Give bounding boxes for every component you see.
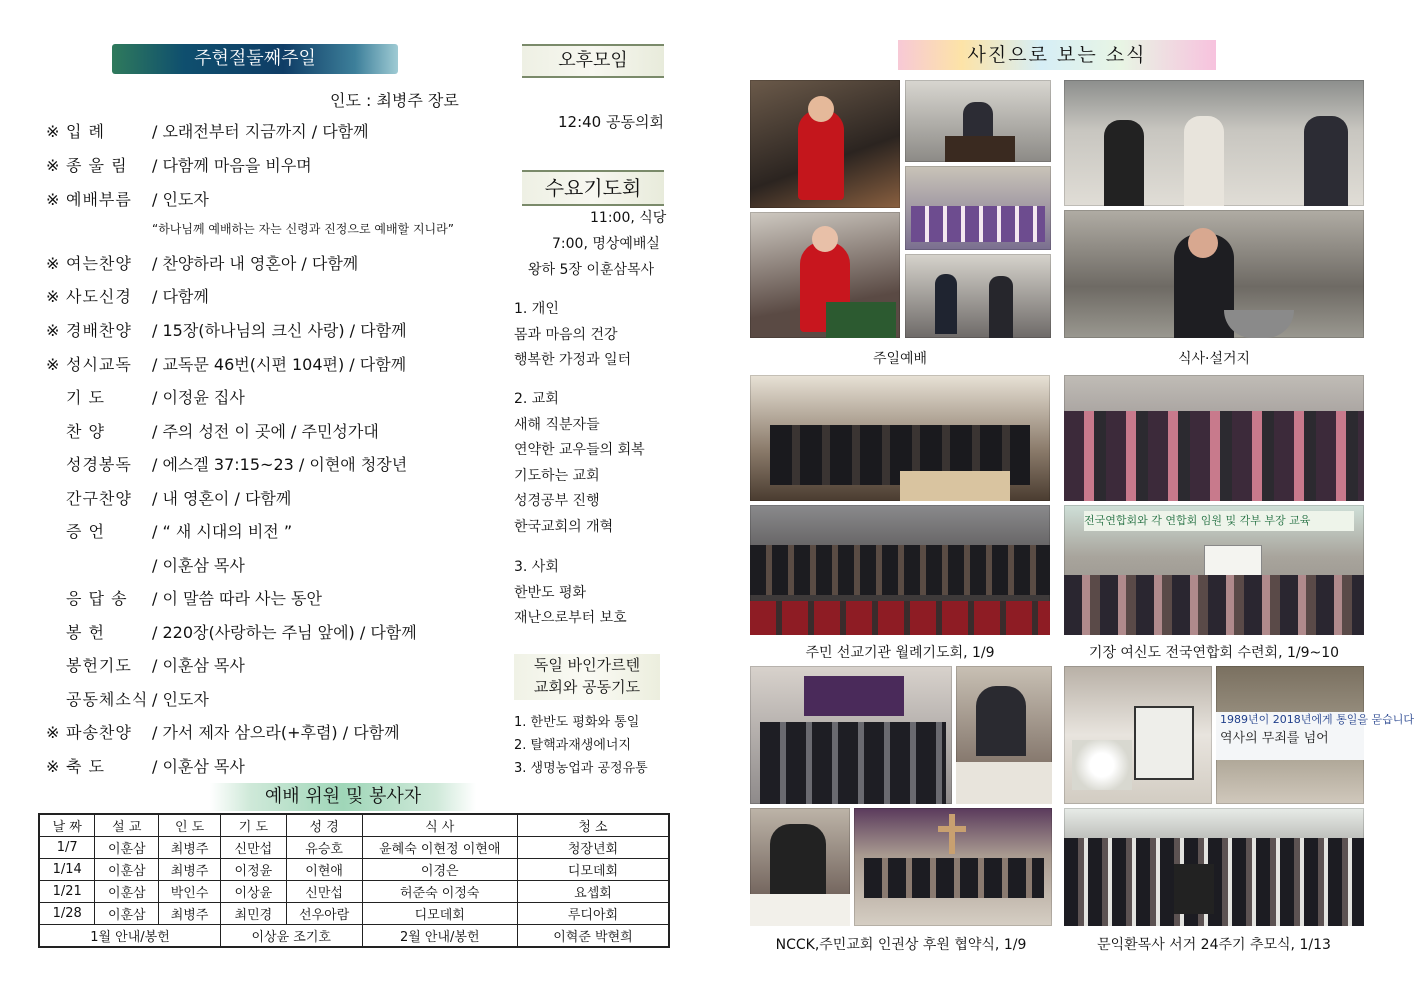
prayer-item: 성경공부 진행 [514, 493, 600, 509]
table-cell: 청장년회 [517, 837, 669, 859]
photo-memorial-portrait [1064, 666, 1212, 804]
worship-item-content: / 이 말씀 따라 사는 동안 [152, 589, 322, 608]
germany-title-line1: 독일 바인가르텐 [533, 656, 641, 674]
table-cell: 이정윤 [220, 859, 286, 881]
worship-item-label: 예배부름 [66, 190, 132, 209]
footer-jan-names: 이상윤 조기호 [220, 925, 362, 948]
table-cell: 1/14 [39, 859, 95, 881]
prayer-item: 몸과 마음의 건강 [514, 327, 618, 343]
prayer-item: 행복한 가정과 일터 [514, 352, 632, 368]
worship-item-label: 축 도 [66, 757, 105, 776]
standing-mark: ※ [46, 122, 60, 141]
photo-womens-retreat [1064, 505, 1364, 635]
table-cell: 이경은 [362, 859, 517, 881]
prayer-section-heading: 2. 교회 [514, 391, 559, 407]
table-cell: 선우아람 [286, 903, 362, 925]
prayer-item: 한국교회의 개혁 [514, 519, 614, 535]
wednesday-prayer-banner [522, 170, 664, 206]
col-header-date: 날 짜 [39, 814, 95, 837]
worship-item-label: 성경봉독 [66, 455, 132, 474]
photo-congregation [905, 254, 1051, 338]
sunday-title: 주현절둘째주일 [194, 48, 316, 69]
wed-line-time2: 7:00, 명상예배실 [552, 236, 660, 252]
standing-mark: ※ [46, 190, 60, 209]
col-header-meal: 식 사 [362, 814, 517, 837]
table-cell: 이현애 [286, 859, 362, 881]
worship-item-content: / 교독문 46번(시편 104편) / 다함께 [152, 355, 407, 374]
wed-line-scripture: 왕하 5장 이훈삼목사 [528, 262, 654, 278]
worship-item-content: / 다함께 마음을 비우며 [152, 156, 312, 175]
worship-item-content: / 이훈삼 목사 [152, 556, 245, 575]
table-cell: 허준숙 이정숙 [362, 881, 517, 903]
worship-item-label: 성시교독 [66, 355, 132, 374]
table-row [39, 859, 669, 881]
photo-kitchen-cooking [1064, 210, 1364, 338]
prayer-item: 연약한 교우들의 회복 [514, 442, 645, 458]
photo-mission-gathering [750, 375, 1050, 501]
photo-womens-group [1064, 375, 1364, 501]
table-cell: 최민경 [220, 903, 286, 925]
table-cell: 최병주 [159, 837, 221, 859]
table-cell: 최병주 [159, 859, 221, 881]
worship-item-content: / 에스겔 37:15~23 / 이현애 청장년 [152, 455, 408, 474]
photo-agreement-signing [750, 808, 850, 926]
worship-item-content: / 찬양하라 내 영혼아 / 다함께 [152, 254, 359, 273]
table-cell: 윤혜숙 이현정 이현애 [362, 837, 517, 859]
photo-memorial-banner [1216, 666, 1414, 804]
germany-item-3: 3. 생명농업과 공정유통 [514, 761, 648, 776]
standing-mark: ※ [46, 757, 60, 776]
worship-item-label: 공동체소식 [66, 690, 149, 709]
worship-item-content: / 이훈삼 목사 [152, 656, 245, 675]
memorial-sign-line1: 1989년이 2018년에게 통일을 묻습니다 [1220, 713, 1414, 726]
afternoon-meeting-title: 오후모임 [558, 50, 628, 71]
memorial-sign-line2: 역사의 무죄를 넘어 [1220, 731, 1329, 746]
worship-leader: 인도 : 최병주 장로 [330, 91, 459, 110]
standing-mark: ※ [46, 254, 60, 273]
table-cell: 신만섭 [220, 837, 286, 859]
worship-item-label: 여는찬양 [66, 254, 132, 273]
photo-monthly-prayer-meeting [750, 505, 1050, 635]
worship-item-label: 봉 헌 [66, 623, 105, 642]
worship-item-content: / 다함께 [152, 287, 209, 306]
table-cell: 신만섭 [286, 881, 362, 903]
worship-item-label: 기 도 [66, 388, 105, 407]
standing-mark: ※ [46, 287, 60, 306]
worship-item-content: / 오래전부터 지금까지 / 다함께 [152, 122, 369, 141]
worship-item-label: 파송찬양 [66, 723, 132, 742]
table-footer-row [39, 925, 669, 948]
worship-item-content: / 주의 성전 이 곳에 / 주민성가대 [152, 422, 379, 441]
table-row [39, 881, 669, 903]
photo-pastor-preaching [750, 80, 900, 208]
table-cell: 이훈삼 [95, 903, 159, 925]
footer-feb-names: 이혁준 박현희 [517, 925, 669, 948]
worship-item-content: / 이정윤 집사 [152, 388, 245, 407]
table-cell: 최병주 [159, 903, 221, 925]
table-cell: 1/28 [39, 903, 95, 925]
afternoon-meeting-text: 12:40 공동의회 [558, 113, 664, 131]
worship-item-label: 봉헌기도 [66, 656, 132, 675]
prayer-item: 한반도 평화 [514, 585, 587, 601]
germany-prayer-banner [514, 654, 660, 700]
afternoon-meeting-banner [522, 44, 664, 78]
germany-item-1: 1. 한반도 평화와 통일 [514, 715, 640, 730]
caption-meal-dishes: 식사·설거지 [1177, 351, 1251, 367]
photo-ncck-signing [956, 666, 1052, 804]
caption-memorial-service: 문익환목사 서거 24주기 추모식, 1/13 [1097, 937, 1331, 953]
worship-item-content: / 인도자 [152, 190, 209, 209]
table-cell: 1/21 [39, 881, 95, 903]
worship-item-label: 사도신경 [66, 287, 132, 306]
wed-line-time1: 11:00, 식당 [590, 210, 667, 226]
standing-mark: ※ [46, 321, 60, 340]
table-cell: 루디아회 [517, 903, 669, 925]
worship-item-content: / 이훈삼 목사 [152, 757, 245, 776]
table-row [39, 837, 669, 859]
photo-news-banner [898, 40, 1216, 70]
standing-mark: ※ [46, 723, 60, 742]
prayer-item: 기도하는 교회 [514, 468, 600, 484]
caption-monthly-prayer: 주민 선교기관 월례기도회, 1/9 [805, 645, 995, 661]
worship-item-label: 찬 양 [66, 422, 105, 441]
caption-sunday-worship: 주일예배 [872, 351, 928, 367]
prayer-section-heading: 1. 개인 [514, 301, 559, 317]
worship-item-content: / 220장(사랑하는 주님 앞에) / 다함께 [152, 623, 417, 642]
table-header-row [39, 814, 669, 837]
table-cell: 이훈삼 [95, 859, 159, 881]
col-header-prayer: 기 도 [220, 814, 286, 837]
col-header-scripture: 성 경 [286, 814, 362, 837]
worship-item-content: / “ 새 시대의 비전 ” [152, 522, 293, 541]
worship-item-label: 입 례 [66, 122, 105, 141]
standing-mark: ※ [46, 156, 60, 175]
retreat-banner-sign: 전국연합회와 각 연합회 임원 및 각부 부장 교육 [1084, 511, 1354, 531]
photo-memorial-crowd [1064, 808, 1364, 926]
worship-item-content: / 내 영혼이 / 다함께 [152, 489, 292, 508]
worship-item-content: / 인도자 [152, 690, 209, 709]
photo-scripture-reading [905, 80, 1051, 162]
worship-item-content: / 가서 제자 삼으라(+후렴) / 다함께 [152, 723, 400, 742]
table-cell: 이상윤 [220, 881, 286, 903]
call-to-worship-quote: “하나님께 예배하는 자는 신령과 진정으로 예배할 지니라” [152, 222, 454, 236]
worship-item-content: / 15장(하나님의 크신 사랑) / 다함께 [152, 321, 407, 340]
table-cell: 박인수 [159, 881, 221, 903]
sunday-title-banner [112, 44, 398, 74]
table-cell: 요셉회 [517, 881, 669, 903]
photo-elder-speaking [750, 212, 900, 338]
prayer-item: 재난으로부터 보호 [514, 610, 627, 626]
table-cell: 디모데회 [517, 859, 669, 881]
worship-item-label: 경배찬양 [66, 321, 132, 340]
table-cell: 디모데회 [362, 903, 517, 925]
photo-news-title: 사진으로 보는 소식 [967, 44, 1147, 66]
table-cell: 이훈삼 [95, 837, 159, 859]
table-row [39, 903, 669, 925]
germany-title-line2: 교회와 공동기도 [533, 678, 641, 696]
wednesday-prayer-title: 수요기도회 [544, 176, 642, 200]
table-cell: 유승호 [286, 837, 362, 859]
photo-agreement-meeting [854, 808, 1052, 926]
caption-womens-retreat: 기장 여신도 전국연합회 수련회, 1/9~10 [1088, 645, 1340, 661]
table-cell: 이훈삼 [95, 881, 159, 903]
photo-choir [905, 166, 1051, 250]
worship-item-label: 응 답 송 [66, 589, 128, 608]
footer-feb-label: 2월 안내/봉헌 [362, 925, 517, 948]
footer-jan-label: 1월 안내/봉헌 [39, 925, 220, 948]
prayer-item: 새해 직분자들 [514, 417, 600, 433]
table-cell: 1/7 [39, 837, 95, 859]
col-header-leader: 인 도 [159, 814, 221, 837]
standing-mark: ※ [46, 355, 60, 374]
germany-item-2: 2. 탈핵과재생에너지 [514, 738, 631, 753]
col-header-cleaning: 청 소 [517, 814, 669, 837]
col-header-sermon: 설 교 [95, 814, 159, 837]
duty-roster-banner [210, 783, 476, 811]
duty-roster-table [38, 813, 670, 948]
worship-item-label: 증 언 [66, 522, 105, 541]
photo-kitchen-dishwashing [1064, 80, 1364, 206]
caption-ncck-agreement: NCCK,주민교회 인권상 후원 협약식, 1/9 [775, 937, 1027, 953]
prayer-section-heading: 3. 사회 [514, 559, 559, 575]
photo-ncck-group [750, 666, 952, 804]
worship-item-label: 종 울 림 [66, 156, 128, 175]
duty-roster-title: 예배 위원 및 봉사자 [264, 786, 422, 807]
worship-item-label: 간구찬양 [66, 489, 132, 508]
